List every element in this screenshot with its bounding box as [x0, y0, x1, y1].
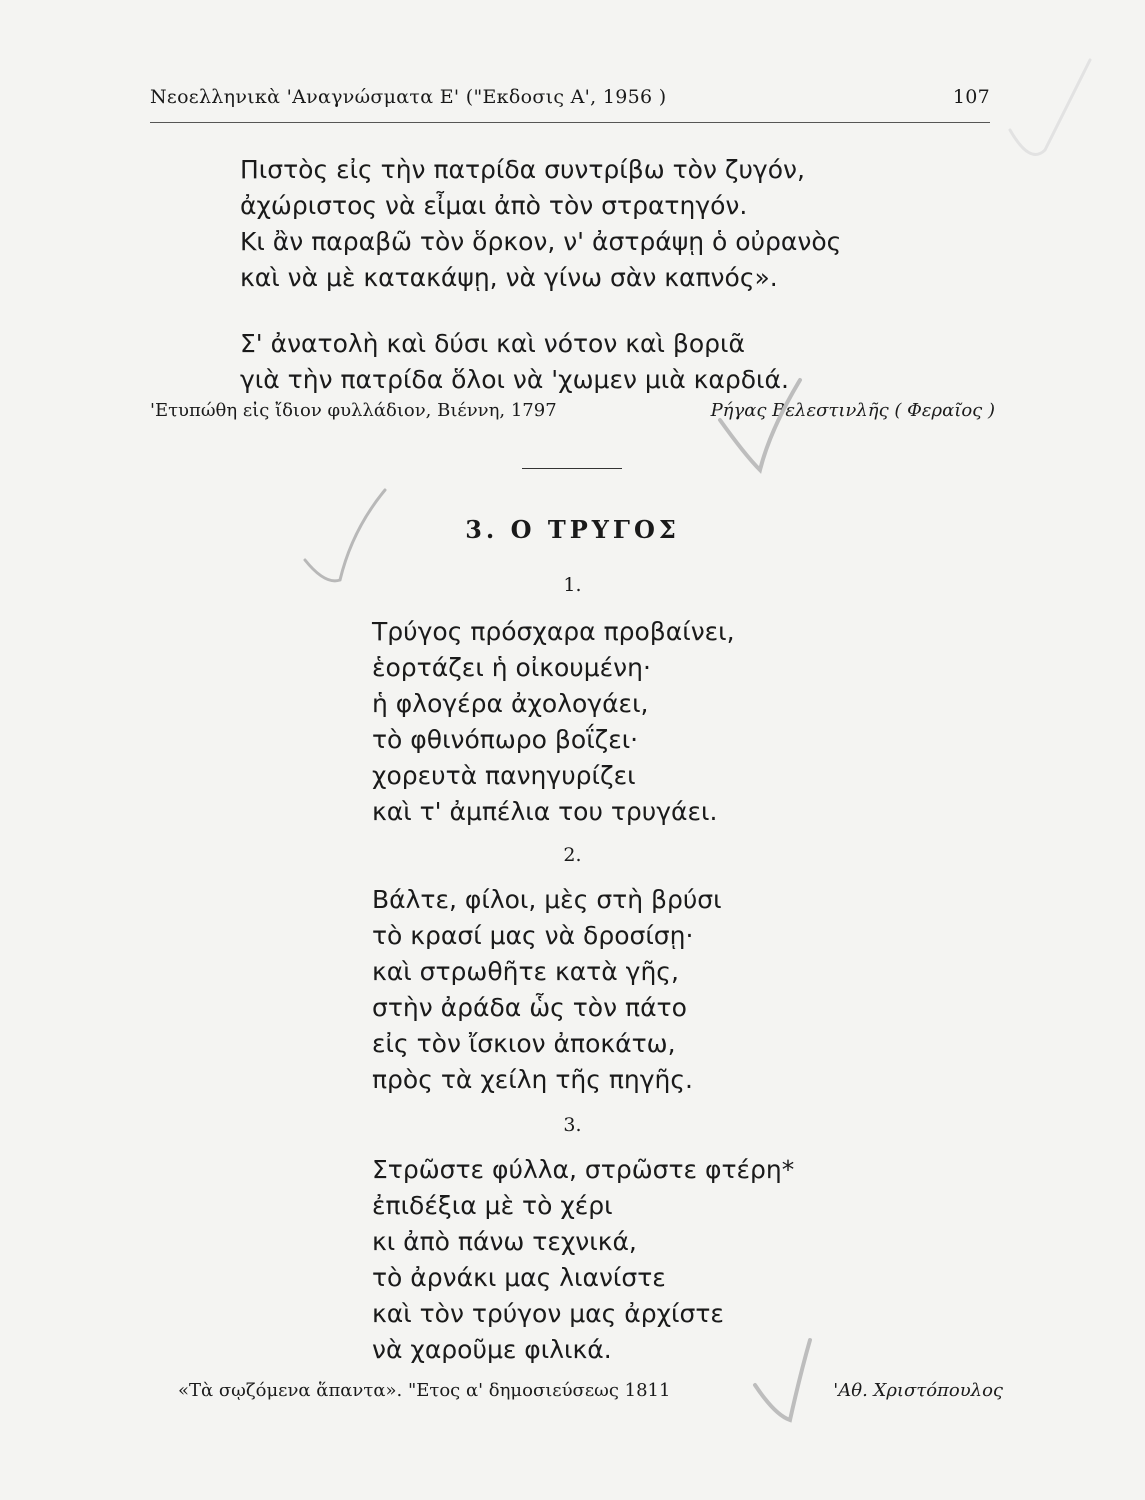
section-title: 3. Ο ΤΡΥΓΟΣ — [465, 515, 680, 544]
stanza-number: 3. — [563, 1114, 582, 1136]
stanza-number: 1. — [563, 574, 582, 596]
verse-line: τὸ κρασί μας νὰ δροσίσῃ· — [372, 921, 694, 950]
verse-line: καὶ νὰ μὲ κατακάψῃ, νὰ γίνω σὰν καπνός». — [240, 263, 778, 292]
running-header — [150, 86, 990, 108]
stanza-3 — [372, 1152, 794, 1368]
verse-line: Τρύγος πρόσχαρα προβαίνει, — [372, 617, 735, 646]
verse-line: νὰ χαροῦμε φιλικά. — [372, 1335, 612, 1364]
verse-line: στὴν ἀράδα ὧς τὸν πάτο — [372, 993, 687, 1022]
header-rule — [150, 122, 990, 123]
verse-line: Στρῶστε φύλλα, στρῶστε φτέρη* — [372, 1155, 795, 1184]
stanza-number: 2. — [563, 844, 582, 866]
citation-author: 'Αθ. Χριστόπουλος — [833, 1380, 1003, 1401]
poem-excerpt — [240, 152, 841, 398]
header-title: Νεοελληνικὰ 'Αναγνώσματα Ε' ("Εκδοσις Α', 1956 ) — [150, 86, 667, 108]
checkmark-icon — [1010, 60, 1090, 155]
verse-line: Κι ἂν παραβῶ τὸν ὅρκον, ν' ἀστράψῃ ὁ οὐρανὸς — [240, 227, 842, 256]
verse-line: εἰς τὸν ἴσκιον ἀποκάτω, — [372, 1029, 676, 1058]
citation-author: Ρήγας Βελεστινλῆς ( Φεραῖος ) — [710, 400, 995, 421]
citation-source: «Τὰ σῳζόμενα ἅπαντα». "Ετος α' δημοσιεύσεως 1811 — [178, 1380, 671, 1401]
verse-line: πρὸς τὰ χείλη τῆς πηγῆς. — [372, 1065, 693, 1094]
stanza-1 — [372, 614, 735, 830]
stanza-2 — [372, 882, 722, 1098]
verse-line: χορευτὰ πανηγυρίζει — [372, 761, 636, 790]
verse-line: ἀχώριστος νὰ εἶμαι ἀπὸ τὸν στρατηγόν. — [240, 191, 748, 220]
verse-line: Πιστὸς εἰς τὴν πατρίδα συντρίβω τὸν ζυγόν, — [240, 155, 805, 184]
page-number: 107 — [952, 86, 990, 108]
verse-line: τὸ ἀρνάκι μας λιανίστε — [372, 1263, 666, 1292]
verse-line: γιὰ τὴν πατρίδα ὅλοι νὰ 'χωμεν μιὰ καρδιά. — [240, 365, 789, 394]
verse-line: τὸ φθινόπωρο βοΐζει· — [372, 725, 639, 754]
verse-line: ἑορτάζει ἡ οἰκουμένη· — [372, 653, 651, 682]
verse-line: καὶ στρωθῆτε κατὰ γῆς, — [372, 957, 679, 986]
citation-christopoulos — [178, 1380, 1003, 1401]
section-separator — [522, 468, 622, 469]
citation-rigas — [150, 400, 995, 421]
verse-line: Σ' ἀνατολὴ καὶ δύσι καὶ νότον καὶ βοριᾶ — [240, 329, 745, 358]
verse-line: κι ἀπὸ πάνω τεχνικά, — [372, 1227, 637, 1256]
verse-line: ἐπιδέξια μὲ τὸ χέρι — [372, 1191, 613, 1220]
verse-line: ἡ φλογέρα ἀχολογάει, — [372, 689, 649, 718]
verse-line: καὶ τὸν τρύγον μας ἀρχίστε — [372, 1299, 724, 1328]
verse-line: Βάλτε, φίλοι, μὲς στὴ βρύσι — [372, 885, 722, 914]
verse-line: καὶ τ' ἀμπέλια του τρυγάει. — [372, 797, 718, 826]
stanza-gap — [240, 296, 841, 326]
citation-source: 'Ετυπώθη εἰς ἴδιον φυλλάδιον, Βιέννη, 1797 — [150, 400, 557, 421]
